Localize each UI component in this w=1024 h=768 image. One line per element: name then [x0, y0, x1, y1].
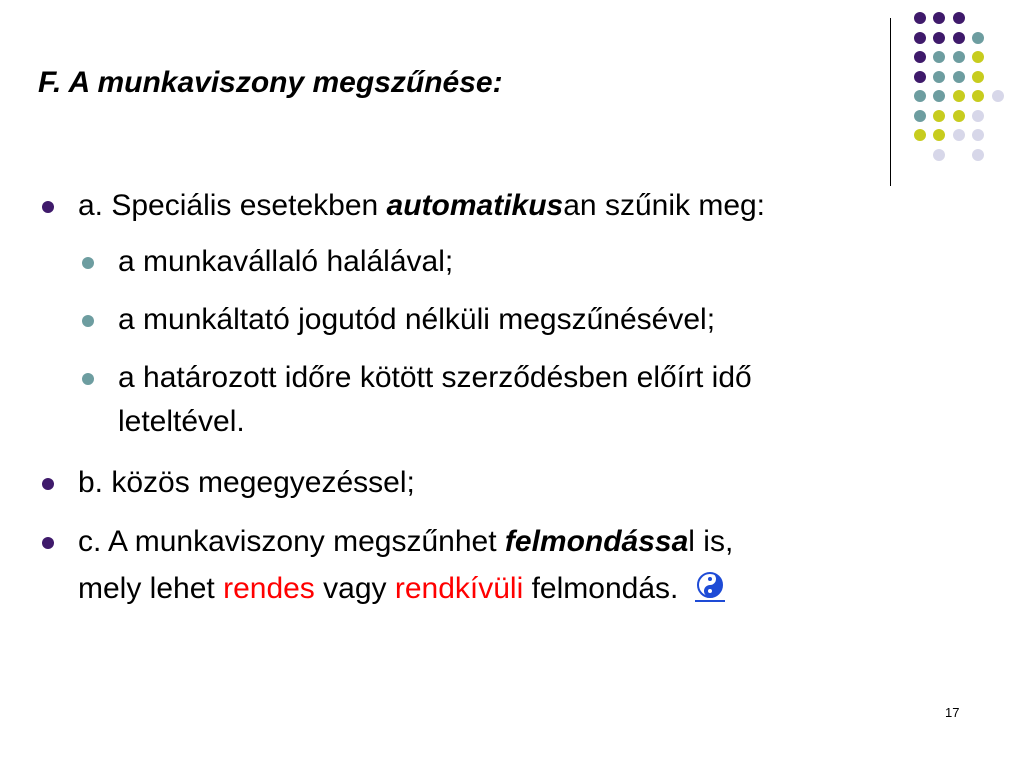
decorative-dot [914, 110, 926, 122]
sub-item-text: leteltével. [118, 405, 245, 438]
decorative-dot [972, 71, 984, 83]
decorative-dot [953, 110, 965, 122]
decorative-dot [953, 12, 965, 24]
item-c-red-rendes: rendes [223, 572, 315, 605]
yin-yang-icon-graphic [695, 570, 725, 600]
item-c-end: felmondás. [523, 572, 679, 605]
decorative-dot [992, 90, 1004, 102]
item-c-emphasis: felmondássa [504, 525, 689, 558]
decorative-dot [953, 51, 965, 63]
decorative-dot [933, 12, 945, 24]
item-a-prefix: a. Speciális esetekben [78, 189, 387, 222]
decorative-dot [933, 51, 945, 63]
item-b-text: b. közös megegyezéssel; [78, 466, 415, 499]
decorative-dot-grid [900, 10, 1010, 170]
sub-item [118, 360, 752, 396]
item-c [78, 524, 733, 560]
decorative-dot [914, 51, 926, 63]
bullet-icon [82, 257, 94, 269]
decorative-dot [933, 90, 945, 102]
item-a-emphasis: automatikus [386, 189, 564, 222]
yin-yang-icon[interactable] [695, 570, 725, 602]
decorative-dot [933, 71, 945, 83]
decorative-dot [933, 110, 945, 122]
item-c-prefix: c. A munkaviszony megszűnhet [78, 525, 505, 558]
item-c-continuation [78, 568, 725, 607]
decorative-dot [972, 110, 984, 122]
decorative-dot [933, 149, 945, 161]
item-c-line2-prefix: mely lehet [78, 572, 224, 605]
sub-item-text: a határozott időre kötött szerződésben előírt idő [118, 361, 752, 394]
bullet-icon [82, 373, 94, 385]
decorative-dot [972, 129, 984, 141]
page-number: 17 [945, 705, 960, 720]
decorative-dot [933, 32, 945, 44]
bullet-icon [42, 537, 54, 549]
bullet-icon [42, 201, 54, 213]
decorative-dot [914, 32, 926, 44]
decorative-dot [933, 129, 945, 141]
decorative-dot [914, 12, 926, 24]
decorative-divider [890, 18, 891, 186]
item-c-suffix: l is, [688, 525, 734, 558]
item-c-mid: vagy [314, 572, 395, 605]
item-c-red-rendkivuli: rendkívüli [394, 572, 524, 605]
sub-item [118, 302, 715, 338]
sub-item-continuation [118, 404, 245, 440]
sub-item [118, 244, 453, 280]
slide-title: F. A munkaviszony megszűnése: [38, 66, 503, 99]
sub-item-text: a munkáltató jogutód nélküli megszűnésével; [118, 303, 716, 336]
item-a [78, 188, 765, 224]
decorative-dot [972, 32, 984, 44]
sub-item-text: a munkavállaló halálával; [118, 245, 454, 278]
decorative-dot [972, 51, 984, 63]
decorative-dot [972, 90, 984, 102]
item-a-suffix: an szűnik meg: [563, 189, 766, 222]
decorative-dot [953, 90, 965, 102]
decorative-dot [914, 90, 926, 102]
decorative-dot [953, 32, 965, 44]
item-b [78, 465, 415, 501]
decorative-dot [953, 71, 965, 83]
decorative-dot [914, 71, 926, 83]
bullet-icon [82, 315, 94, 327]
decorative-dot [914, 129, 926, 141]
bullet-icon [42, 478, 54, 490]
decorative-dot [972, 149, 984, 161]
decorative-dot [953, 129, 965, 141]
